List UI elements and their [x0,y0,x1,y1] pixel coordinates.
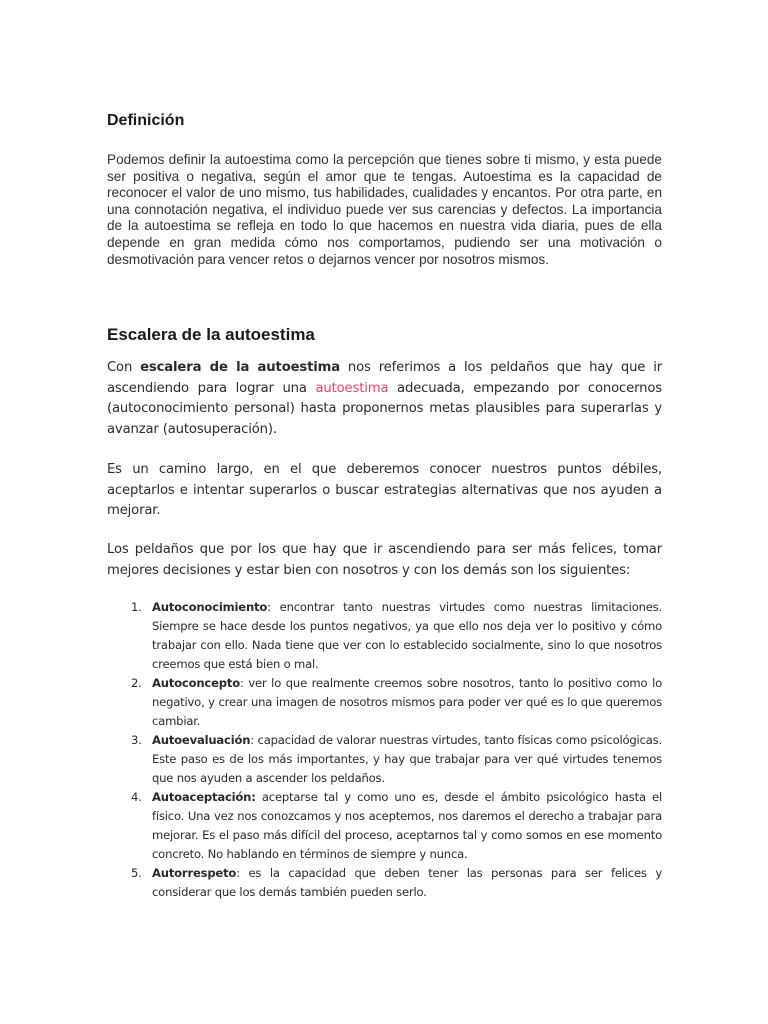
list-item-term: Autoaceptación: [152,790,256,804]
autoestima-link[interactable]: autoestima [315,380,389,396]
list-item [107,598,662,674]
list-item-number: 5. [131,866,142,880]
p1-suffix: adecuada, empezando por conocernos (autoconocimiento personal) hasta proponernos metas plausibles para superarlas y avanzar (autosuperación). [107,380,662,437]
peldanos-paragraph: Los peldaños que por los que hay que ir ascendiendo para ser más felices, tomar mejores decisiones y estar bien con nosotros y con los demás son los siguientes: [107,542,662,578]
list-item-term: Autoconocimiento [152,600,268,614]
escalera-intro-paragraph [107,358,662,440]
list-item [107,731,662,788]
list-item-number: 2. [131,676,142,690]
list-item-number: 3. [131,733,142,747]
list-item-term: Autoconcepto [152,676,240,690]
list-item-number: 1. [131,600,142,614]
list-item-text: aceptarse tal y como uno es, desde el ámbito psicológico hasta el físico. Una vez nos conozcamos y nos aceptemos, nos daremos el derecho a trabajar para mejorar. Es el paso más difícil del proceso, aceptarnos tal y como somos en ese momento concreto. No hablando en términos de siempre y nunca. [152,790,662,861]
list-item [107,788,662,864]
steps-list [107,598,662,902]
p1-bold-term: escalera de la autoestima [140,360,340,375]
definicion-paragraph: Podemos definir la autoestima como la percepción que tienes sobre ti mismo, y esta puede ser positiva o negativa, según el amor que te tengas. Autoestima es la capacidad de reconocer el valor de uno mismo, tus habilidades, cualidades y encantos. Por otra parte, en una connotación negativa, el individuo puede ver sus carencias y defectos. La importancia de la autoestima se refleja en todo lo que hacemos en nuestra vida diaria, pues de ella depende en gran medida cómo nos comportamos, pudiendo ser una motivación o desmotivación para vencer retos o dejarnos vencer por nosotros mismos. [107,152,662,267]
p1-prefix: Con [107,360,141,375]
list-item-text: : es la capacidad que deben tener las personas para ser felices y considerar que los demás también pueden serlo. [152,866,662,899]
list-item-text: : capacidad de valorar nuestras virtudes, tanto físicas como psicológicas. Este paso es de los más importantes, y hay que trabajar para ver qué virtudes tenemos que nos ayuden a ascender los peldaños. [152,733,662,785]
list-item [107,674,662,731]
list-item-term: Autorrespeto [152,866,237,880]
list-item-term: Autoevaluación [152,733,251,747]
camino-paragraph: Es un camino largo, en el que deberemos conocer nuestros puntos débiles, aceptarlos e intentar superarlos o buscar estrategias alternativas que nos ayuden a mejorar. [107,462,662,518]
list-item-text: : encontrar tanto nuestras virtudes como nuestras limitaciones. Siempre se hace desde los puntos negativos, ya que ello nos deja ver lo positivo y cómo trabajar con ello. Nada tiene que ver con lo establecido socialmente, sino lo que nosotros creemos que está bien o mal. [152,600,662,671]
list-item-number: 4. [131,790,142,804]
definicion-heading: Definición [107,112,185,129]
list-item-text: : ver lo que realmente creemos sobre nosotros, tanto lo positivo como lo negativo, y crear una imagen de nosotros mismos para poder ver qué es lo que queremos cambiar. [152,676,662,728]
escalera-heading: Escalera de la autoestima [107,325,315,344]
p1-middle: nos referimos a los peldaños que hay que ir ascendiendo para lograr una [107,360,662,396]
list-item [107,864,662,902]
